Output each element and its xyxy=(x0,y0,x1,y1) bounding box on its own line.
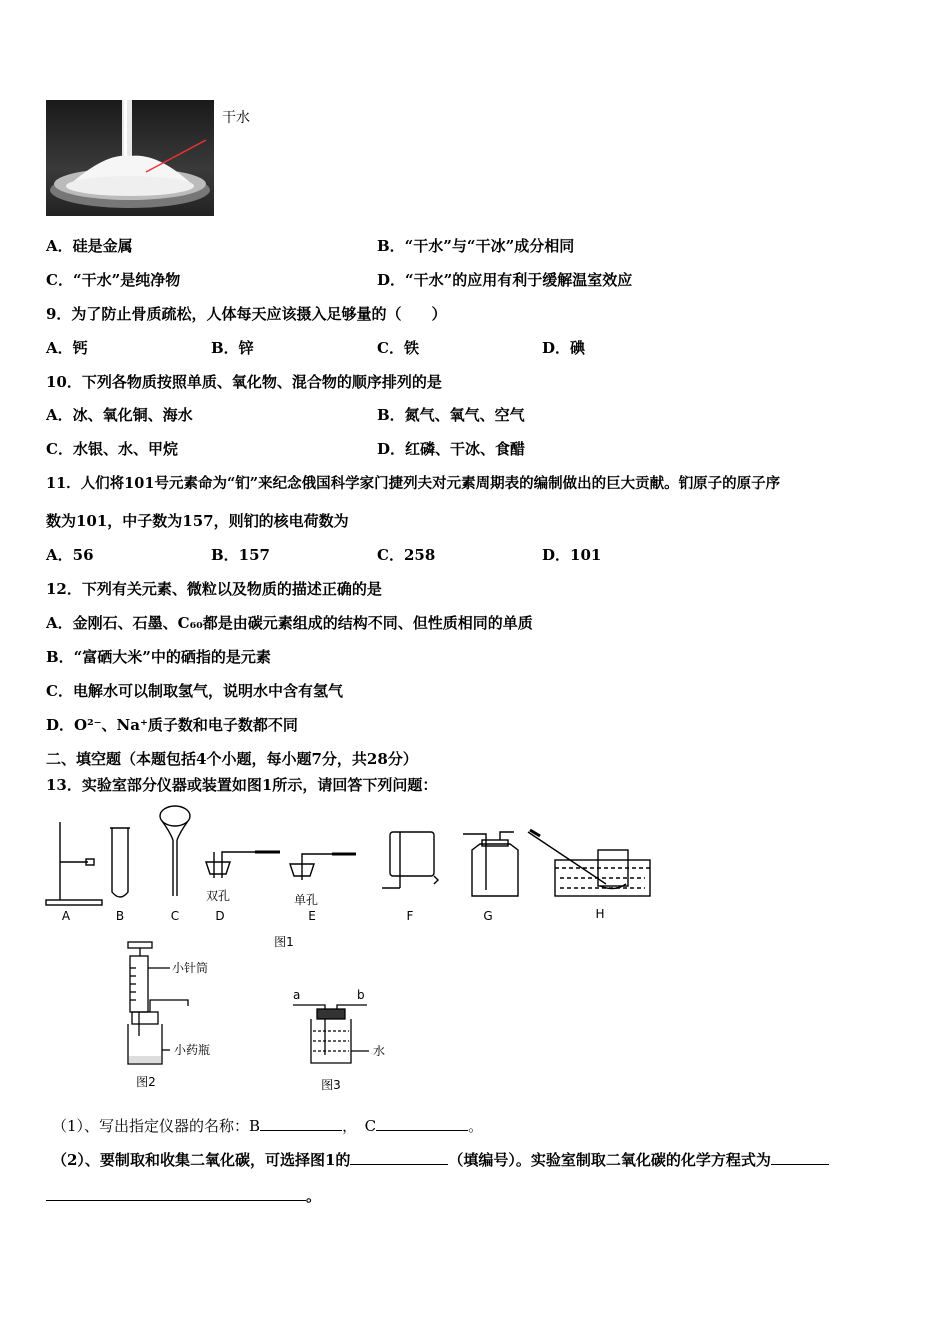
q8-option-d[interactable]: D．“干水”的应用有利于缓解温室效应 xyxy=(377,271,633,289)
answer-blank-equation-start[interactable] xyxy=(771,1150,829,1165)
water-trough-apparatus xyxy=(528,830,650,896)
dry-water-image xyxy=(46,100,214,216)
q11-option-a[interactable]: A．56 xyxy=(46,546,94,564)
q9-option-a[interactable]: A．钙 xyxy=(46,339,88,357)
fig3-label-a: a xyxy=(293,988,301,1002)
fig1-label-a: A xyxy=(61,909,71,923)
answer-blank-equation[interactable] xyxy=(46,1186,306,1201)
fig3-caption: 图3 xyxy=(321,1078,341,1092)
section-2-heading: 二、填空题（本题包括4个小题，每小题7分，共28分） xyxy=(46,750,418,768)
long-neck-funnel-apparatus xyxy=(160,806,190,896)
q11-stem-line2: 数为101，中子数为157，则钔的核电荷数为 xyxy=(46,512,349,530)
iron-stand-apparatus xyxy=(46,822,102,905)
fig3-label-b: b xyxy=(357,988,365,1002)
fig1-label-b: B xyxy=(115,909,125,923)
fig1-label-f: F xyxy=(406,909,414,923)
q13-stem: 13．实验室部分仪器或装置如图1所示，请回答下列问题： xyxy=(46,776,438,794)
q13-part2-mid: （填编号）。实验室制取二氧化碳的化学方程式为 xyxy=(448,1151,771,1169)
q13-part2-end: 。 xyxy=(306,1187,322,1205)
fig1-label-e-sub: 单孔 xyxy=(293,893,319,907)
fig3-water-label: 水 xyxy=(373,1044,386,1058)
q12-option-c[interactable]: C．电解水可以制取氢气，说明水中含有氢气 xyxy=(46,682,343,700)
q13-part1-mid: ， C xyxy=(342,1117,377,1135)
fig2-caption: 图2 xyxy=(136,1075,156,1089)
answer-blank-apparatus[interactable] xyxy=(350,1150,448,1165)
dry-water-photo xyxy=(46,100,214,216)
figure-3 xyxy=(285,985,415,1097)
q11-option-d[interactable]: D．101 xyxy=(542,546,602,564)
q11-stem-line1: 11．人们将101号元素命为“钔”来纪念俄国科学家门捷列夫对元素周期表的编制做出的巨大贡献。钔原子的原子序 xyxy=(46,475,781,492)
q9-stem: 9．为了防止骨质疏松，人体每天应该摄入足够量的（ ） xyxy=(46,305,447,323)
fig1-label-d-sub: 双孔 xyxy=(205,889,231,903)
q13-part1 xyxy=(52,1116,483,1136)
fig2-bottle-label: 小药瓶 xyxy=(174,1043,211,1057)
q10-option-d[interactable]: D．红磷、干冰、食醋 xyxy=(377,440,526,458)
fig1-label-d: D xyxy=(215,909,225,923)
figure-2 xyxy=(110,940,250,1098)
gas-bottle-g-apparatus xyxy=(463,832,518,896)
fig1-label-e: E xyxy=(308,909,316,923)
q9-option-b[interactable]: B．锌 xyxy=(211,339,254,357)
q11-option-b[interactable]: B．157 xyxy=(211,546,270,564)
test-tube-apparatus xyxy=(110,828,130,897)
q8-option-a[interactable]: A．硅是金属 xyxy=(46,237,133,255)
q12-option-d[interactable]: D．O²⁻、Na⁺质子数和电子数都不同 xyxy=(46,716,298,734)
q12-stem: 12．下列有关元素、微粒以及物质的描述正确的是 xyxy=(46,580,382,598)
single-hole-stopper-apparatus xyxy=(290,854,356,880)
figure-1 xyxy=(40,800,660,952)
photo-label: 干水 xyxy=(222,110,250,126)
q12-option-a[interactable]: A．金刚石、石墨、C₆₀都是由碳元素组成的结构不同、但性质相同的单质 xyxy=(46,614,533,632)
double-hole-stopper-apparatus xyxy=(206,852,280,878)
q10-option-b[interactable]: B．氮气、氧气、空气 xyxy=(377,406,525,424)
q12-option-b[interactable]: B．“富硒大米”中的硒指的是元素 xyxy=(46,648,271,666)
fig1-label-c: C xyxy=(170,909,180,923)
fig1-label-h: H xyxy=(595,907,605,921)
answer-blank-c[interactable] xyxy=(376,1116,468,1131)
q10-option-a[interactable]: A．冰、氧化铜、海水 xyxy=(46,406,193,424)
q10-stem: 10．下列各物质按照单质、氧化物、混合物的顺序排列的是 xyxy=(46,373,442,391)
q8-option-c[interactable]: C．“干水”是纯净物 xyxy=(46,271,181,289)
q13-part2-prefix: （2）、要制取和收集二氧化碳，可选择图1的 xyxy=(52,1151,351,1169)
fig1-caption: 图1 xyxy=(274,935,294,949)
q10-option-c[interactable]: C．水银、水、甲烷 xyxy=(46,440,178,458)
fig2-syringe-label: 小针筒 xyxy=(172,961,209,975)
answer-blank-b[interactable] xyxy=(260,1116,342,1131)
gas-bottle-f-apparatus xyxy=(382,832,438,888)
q13-part1-prefix: （1）、写出指定仪器的名称：B xyxy=(52,1117,261,1135)
q13-part2-line2 xyxy=(46,1186,321,1206)
q13-part1-end: 。 xyxy=(468,1117,484,1135)
q13-part2 xyxy=(52,1150,829,1170)
q11-option-c[interactable]: C．258 xyxy=(377,546,436,564)
q9-option-d[interactable]: D．碘 xyxy=(542,339,586,357)
q9-option-c[interactable]: C．铁 xyxy=(377,339,419,357)
q8-option-b[interactable]: B．“干水”与“干冰”成分相同 xyxy=(377,237,575,255)
fig1-label-g: G xyxy=(483,909,493,923)
